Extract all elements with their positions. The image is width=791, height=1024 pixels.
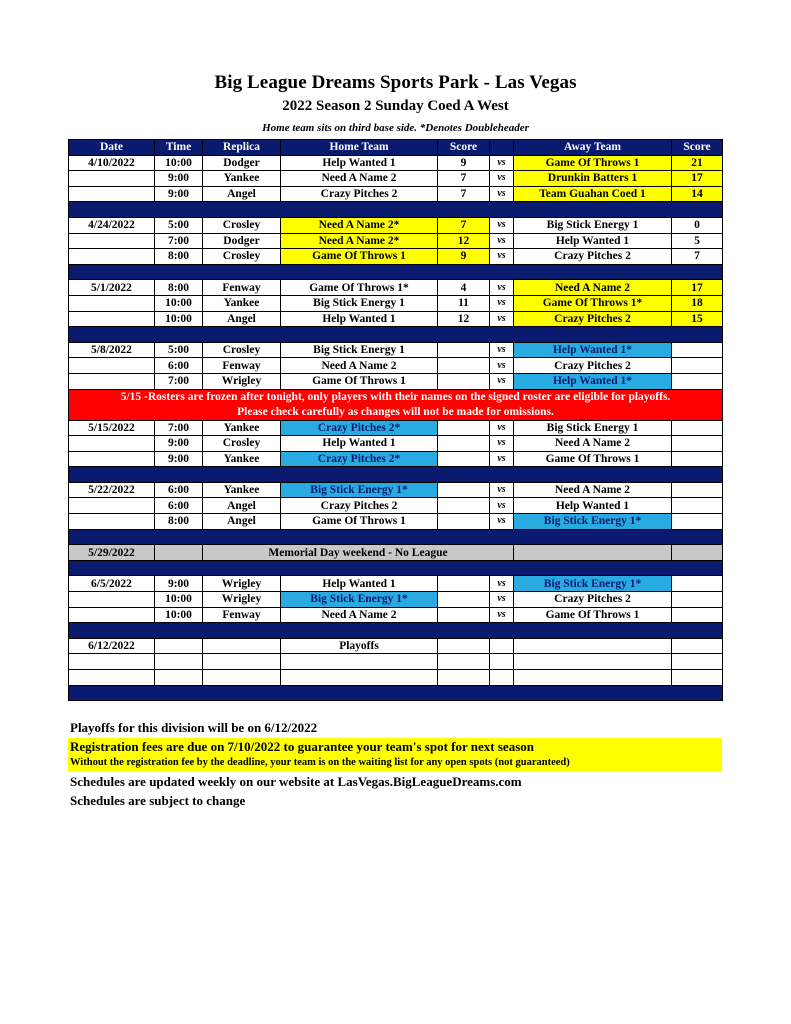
replica-cell: Yankee [203, 482, 281, 498]
home-score-cell [438, 514, 490, 530]
home-score-cell [438, 607, 490, 623]
replica-cell: Angel [203, 186, 281, 202]
replica-cell: Yankee [203, 451, 281, 467]
vs-cell: vs [490, 482, 514, 498]
time-cell: 10:00 [155, 155, 203, 171]
away-team-cell: Help Wanted 1* [514, 342, 672, 358]
date-cell [69, 654, 155, 670]
away-team-cell: Need A Name 2 [514, 482, 672, 498]
away-team-cell: Big Stick Energy 1* [514, 514, 672, 530]
home-score-cell [438, 342, 490, 358]
table-row [69, 576, 723, 592]
col-home-score: Score [438, 140, 490, 156]
home-team-cell: Help Wanted 1 [281, 155, 438, 171]
home-team-cell: Big Stick Energy 1* [281, 482, 438, 498]
website-text: Schedules are updated weekly on our website at LasVegas.BigLeagueDreams.com [70, 774, 522, 789]
replica-cell: Dodger [203, 155, 281, 171]
time-cell [155, 545, 203, 561]
date-cell: 5/22/2022 [69, 482, 155, 498]
table-row [69, 358, 723, 374]
replica-cell: Yankee [203, 420, 281, 436]
table-row [69, 592, 723, 608]
home-team-cell: Help Wanted 1 [281, 436, 438, 452]
home-score-cell [438, 498, 490, 514]
vs-cell: vs [490, 576, 514, 592]
vs-cell: vs [490, 498, 514, 514]
away-team-cell: Game Of Throws 1* [514, 295, 672, 311]
away-team-cell: Help Wanted 1* [514, 373, 672, 389]
away-team-cell: Big Stick Energy 1* [514, 576, 672, 592]
schedule-table [68, 139, 723, 701]
away-team-cell: Need A Name 2 [514, 436, 672, 452]
vs-cell: vs [490, 311, 514, 327]
away-score-cell [672, 638, 723, 654]
subject-to-change-text: Schedules are subject to change [70, 793, 246, 808]
separator-bar [69, 467, 723, 483]
table-row [69, 514, 723, 530]
home-score-cell [438, 576, 490, 592]
col-time: Time [155, 140, 203, 156]
table-row [69, 295, 723, 311]
time-cell: 6:00 [155, 482, 203, 498]
home-team-cell: Crazy Pitches 2 [281, 186, 438, 202]
away-score-cell: 14 [672, 186, 723, 202]
table-row [69, 249, 723, 265]
vs-cell: vs [490, 217, 514, 233]
vs-cell: vs [490, 514, 514, 530]
replica-cell [203, 654, 281, 670]
week-separator [69, 327, 723, 343]
separator-bar [69, 529, 723, 545]
page-title: Big League Dreams Sports Park - Las Vegas [214, 72, 577, 93]
away-score-cell [672, 373, 723, 389]
col-replica: Replica [203, 140, 281, 156]
separator-bar [69, 560, 723, 576]
away-score-cell [672, 670, 723, 686]
home-team-cell: Game Of Throws 1 [281, 249, 438, 265]
page-subtitle: 2022 Season 2 Sunday Coed A West [282, 98, 509, 114]
home-score-cell [438, 654, 490, 670]
date-cell [69, 233, 155, 249]
replica-cell: Yankee [203, 171, 281, 187]
vs-cell: vs [490, 451, 514, 467]
away-team-cell: Drunkin Batters 1 [514, 171, 672, 187]
separator-bar [69, 327, 723, 343]
home-score-cell: 7 [438, 171, 490, 187]
table-row [69, 373, 723, 389]
week-separator [69, 560, 723, 576]
date-cell: 5/8/2022 [69, 342, 155, 358]
home-team-cell: Help Wanted 1 [281, 576, 438, 592]
home-score-cell [438, 482, 490, 498]
away-score-cell [672, 482, 723, 498]
col-vs [490, 140, 514, 156]
replica-cell: Dodger [203, 233, 281, 249]
home-team-cell: Big Stick Energy 1* [281, 592, 438, 608]
away-score-cell [672, 514, 723, 530]
time-cell: 9:00 [155, 451, 203, 467]
away-team-cell [514, 670, 672, 686]
away-team-cell: Game Of Throws 1 [514, 451, 672, 467]
week-separator [69, 529, 723, 545]
home-team-cell: Crazy Pitches 2* [281, 420, 438, 436]
away-score-cell: 7 [672, 249, 723, 265]
away-score-cell [672, 498, 723, 514]
home-score-cell: 9 [438, 155, 490, 171]
vs-cell: vs [490, 186, 514, 202]
home-team-cell: Need A Name 2 [281, 607, 438, 623]
away-score-cell: 17 [672, 280, 723, 296]
vs-cell: vs [490, 420, 514, 436]
date-cell: 4/24/2022 [69, 217, 155, 233]
time-cell: 6:00 [155, 358, 203, 374]
away-score-cell: 17 [672, 171, 723, 187]
away-score-cell: 0 [672, 217, 723, 233]
date-cell [69, 373, 155, 389]
home-team-cell [281, 670, 438, 686]
home-score-cell: 4 [438, 280, 490, 296]
table-row [69, 171, 723, 187]
away-score-cell: 21 [672, 155, 723, 171]
time-cell: 9:00 [155, 186, 203, 202]
date-cell [69, 451, 155, 467]
date-cell [69, 186, 155, 202]
replica-cell: Wrigley [203, 373, 281, 389]
away-score-cell: 5 [672, 233, 723, 249]
roster-notice-line2: Please check carefully as changes will not be made for omissions. [237, 405, 554, 418]
separator-bar [69, 623, 723, 639]
table-row [69, 155, 723, 171]
replica-cell: Fenway [203, 280, 281, 296]
col-home-team: Home Team [281, 140, 438, 156]
replica-cell [203, 638, 281, 654]
replica-cell: Crosley [203, 342, 281, 358]
away-team-cell: Need A Name 2 [514, 280, 672, 296]
date-cell [69, 498, 155, 514]
date-cell [69, 171, 155, 187]
col-away-team: Away Team [514, 140, 672, 156]
home-team-cell: Big Stick Energy 1 [281, 342, 438, 358]
time-cell: 9:00 [155, 171, 203, 187]
vs-cell: vs [490, 436, 514, 452]
table-row [69, 233, 723, 249]
table-row [69, 482, 723, 498]
away-team-cell: Crazy Pitches 2 [514, 249, 672, 265]
week-separator [69, 264, 723, 280]
table-row [69, 670, 723, 686]
away-team-cell: Game Of Throws 1 [514, 607, 672, 623]
away-team-cell [514, 545, 672, 561]
date-cell [69, 249, 155, 265]
home-score-cell: 12 [438, 311, 490, 327]
date-cell [69, 436, 155, 452]
away-score-cell: 18 [672, 295, 723, 311]
replica-cell [203, 670, 281, 686]
replica-cell: Yankee [203, 295, 281, 311]
home-team-cell: Need A Name 2* [281, 233, 438, 249]
away-team-cell: Big Stick Energy 1 [514, 420, 672, 436]
vs-cell: vs [490, 358, 514, 374]
away-score-cell [672, 654, 723, 670]
memorial-day-cell: Memorial Day weekend - No League [203, 545, 514, 561]
time-cell [155, 670, 203, 686]
away-team-cell: Big Stick Energy 1 [514, 217, 672, 233]
home-team-cell: Crazy Pitches 2 [281, 498, 438, 514]
date-cell: 5/29/2022 [69, 545, 155, 561]
away-team-cell: Crazy Pitches 2 [514, 358, 672, 374]
week-separator [69, 685, 723, 701]
time-cell: 8:00 [155, 280, 203, 296]
time-cell: 7:00 [155, 420, 203, 436]
away-team-cell: Help Wanted 1 [514, 233, 672, 249]
replica-cell: Fenway [203, 358, 281, 374]
roster-notice [69, 389, 723, 420]
week-separator [69, 467, 723, 483]
playoffs-date-text: Playoffs for this division will be on 6/12/2022 [70, 720, 318, 735]
vs-cell: vs [490, 295, 514, 311]
waiting-list-text: Without the registration fee by the deadline, your team is on the waiting list for any open spots (not guaranteed) [70, 757, 570, 768]
date-cell: 6/12/2022 [69, 638, 155, 654]
home-team-cell: Game Of Throws 1* [281, 280, 438, 296]
table-row [69, 654, 723, 670]
away-score-cell: 15 [672, 311, 723, 327]
time-cell [155, 638, 203, 654]
time-cell: 7:00 [155, 233, 203, 249]
home-team-cell: Game Of Throws 1 [281, 373, 438, 389]
replica-cell: Crosley [203, 217, 281, 233]
away-score-cell [672, 592, 723, 608]
away-score-cell [672, 342, 723, 358]
vs-cell: vs [490, 233, 514, 249]
table-row [69, 342, 723, 358]
table-row [69, 217, 723, 233]
away-score-cell [672, 451, 723, 467]
table-row [69, 451, 723, 467]
vs-cell [490, 670, 514, 686]
date-cell [69, 592, 155, 608]
replica-cell: Wrigley [203, 592, 281, 608]
registration-text: Registration fees are due on 7/10/2022 to guarantee your team's spot for next season [70, 739, 534, 754]
separator-bar [69, 685, 723, 701]
home-score-cell: 11 [438, 295, 490, 311]
date-cell [69, 514, 155, 530]
time-cell: 8:00 [155, 514, 203, 530]
away-team-cell [514, 638, 672, 654]
time-cell: 9:00 [155, 436, 203, 452]
home-team-cell: Big Stick Energy 1 [281, 295, 438, 311]
home-team-cell: Need A Name 2* [281, 217, 438, 233]
time-cell: 5:00 [155, 342, 203, 358]
vs-cell: vs [490, 280, 514, 296]
roster-notice-line1: 5/15 -Rosters are frozen after tonight, only players with their names on the signed roster are eligible for playoffs. [120, 390, 671, 403]
away-score-cell [672, 576, 723, 592]
vs-cell: vs [490, 607, 514, 623]
replica-cell: Crosley [203, 436, 281, 452]
vs-cell: vs [490, 249, 514, 265]
playoffs-cell: Playoffs [281, 638, 438, 654]
replica-cell: Wrigley [203, 576, 281, 592]
separator-bar [69, 202, 723, 218]
time-cell [155, 654, 203, 670]
home-score-cell [438, 670, 490, 686]
col-date: Date [69, 140, 155, 156]
registration-box [68, 738, 722, 772]
time-cell: 7:00 [155, 373, 203, 389]
home-score-cell [438, 451, 490, 467]
doubleheader-note: Home team sits on third base side. *Denotes Doubleheader [262, 122, 529, 134]
time-cell: 10:00 [155, 311, 203, 327]
vs-cell [490, 638, 514, 654]
home-score-cell [438, 358, 490, 374]
away-score-cell [672, 436, 723, 452]
home-team-cell: Crazy Pitches 2* [281, 451, 438, 467]
week-separator [69, 623, 723, 639]
away-score-cell [672, 545, 723, 561]
date-cell [69, 311, 155, 327]
home-score-cell [438, 436, 490, 452]
away-team-cell: Crazy Pitches 2 [514, 592, 672, 608]
home-team-cell: Need A Name 2 [281, 171, 438, 187]
memorial-row [69, 545, 723, 561]
table-row [69, 186, 723, 202]
time-cell: 5:00 [155, 217, 203, 233]
replica-cell: Crosley [203, 249, 281, 265]
time-cell: 8:00 [155, 249, 203, 265]
table-row [69, 280, 723, 296]
date-cell [69, 295, 155, 311]
home-team-cell: Need A Name 2 [281, 358, 438, 374]
home-score-cell: 7 [438, 186, 490, 202]
away-team-cell: Game Of Throws 1 [514, 155, 672, 171]
playoffs-row [69, 638, 723, 654]
vs-cell: vs [490, 171, 514, 187]
table-row [69, 436, 723, 452]
vs-cell: vs [490, 373, 514, 389]
away-score-cell [672, 607, 723, 623]
time-cell: 9:00 [155, 576, 203, 592]
replica-cell: Angel [203, 498, 281, 514]
home-team-cell [281, 654, 438, 670]
home-score-cell [438, 373, 490, 389]
home-score-cell: 9 [438, 249, 490, 265]
date-cell: 5/15/2022 [69, 420, 155, 436]
home-score-cell [438, 638, 490, 654]
home-score-cell: 7 [438, 217, 490, 233]
date-cell [69, 358, 155, 374]
col-away-score: Score [672, 140, 723, 156]
away-team-cell [514, 654, 672, 670]
away-team-cell: Help Wanted 1 [514, 498, 672, 514]
date-cell [69, 670, 155, 686]
roster-notice-cell [69, 389, 723, 420]
home-score-cell [438, 420, 490, 436]
date-cell: 5/1/2022 [69, 280, 155, 296]
vs-cell: vs [490, 342, 514, 358]
away-team-cell: Team Guahan Coed 1 [514, 186, 672, 202]
home-score-cell [438, 592, 490, 608]
replica-cell: Angel [203, 514, 281, 530]
table-row [69, 420, 723, 436]
date-cell: 6/5/2022 [69, 576, 155, 592]
header-row [69, 140, 723, 156]
away-team-cell: Crazy Pitches 2 [514, 311, 672, 327]
away-score-cell [672, 358, 723, 374]
time-cell: 6:00 [155, 498, 203, 514]
replica-cell: Angel [203, 311, 281, 327]
home-team-cell: Game Of Throws 1 [281, 514, 438, 530]
table-row [69, 607, 723, 623]
table-row [69, 311, 723, 327]
time-cell: 10:00 [155, 607, 203, 623]
table-row [69, 498, 723, 514]
date-cell [69, 607, 155, 623]
vs-cell: vs [490, 155, 514, 171]
away-score-cell [672, 420, 723, 436]
time-cell: 10:00 [155, 592, 203, 608]
time-cell: 10:00 [155, 295, 203, 311]
week-separator [69, 202, 723, 218]
home-team-cell: Help Wanted 1 [281, 311, 438, 327]
vs-cell: vs [490, 592, 514, 608]
separator-bar [69, 264, 723, 280]
date-cell: 4/10/2022 [69, 155, 155, 171]
replica-cell: Fenway [203, 607, 281, 623]
home-score-cell: 12 [438, 233, 490, 249]
vs-cell [490, 654, 514, 670]
